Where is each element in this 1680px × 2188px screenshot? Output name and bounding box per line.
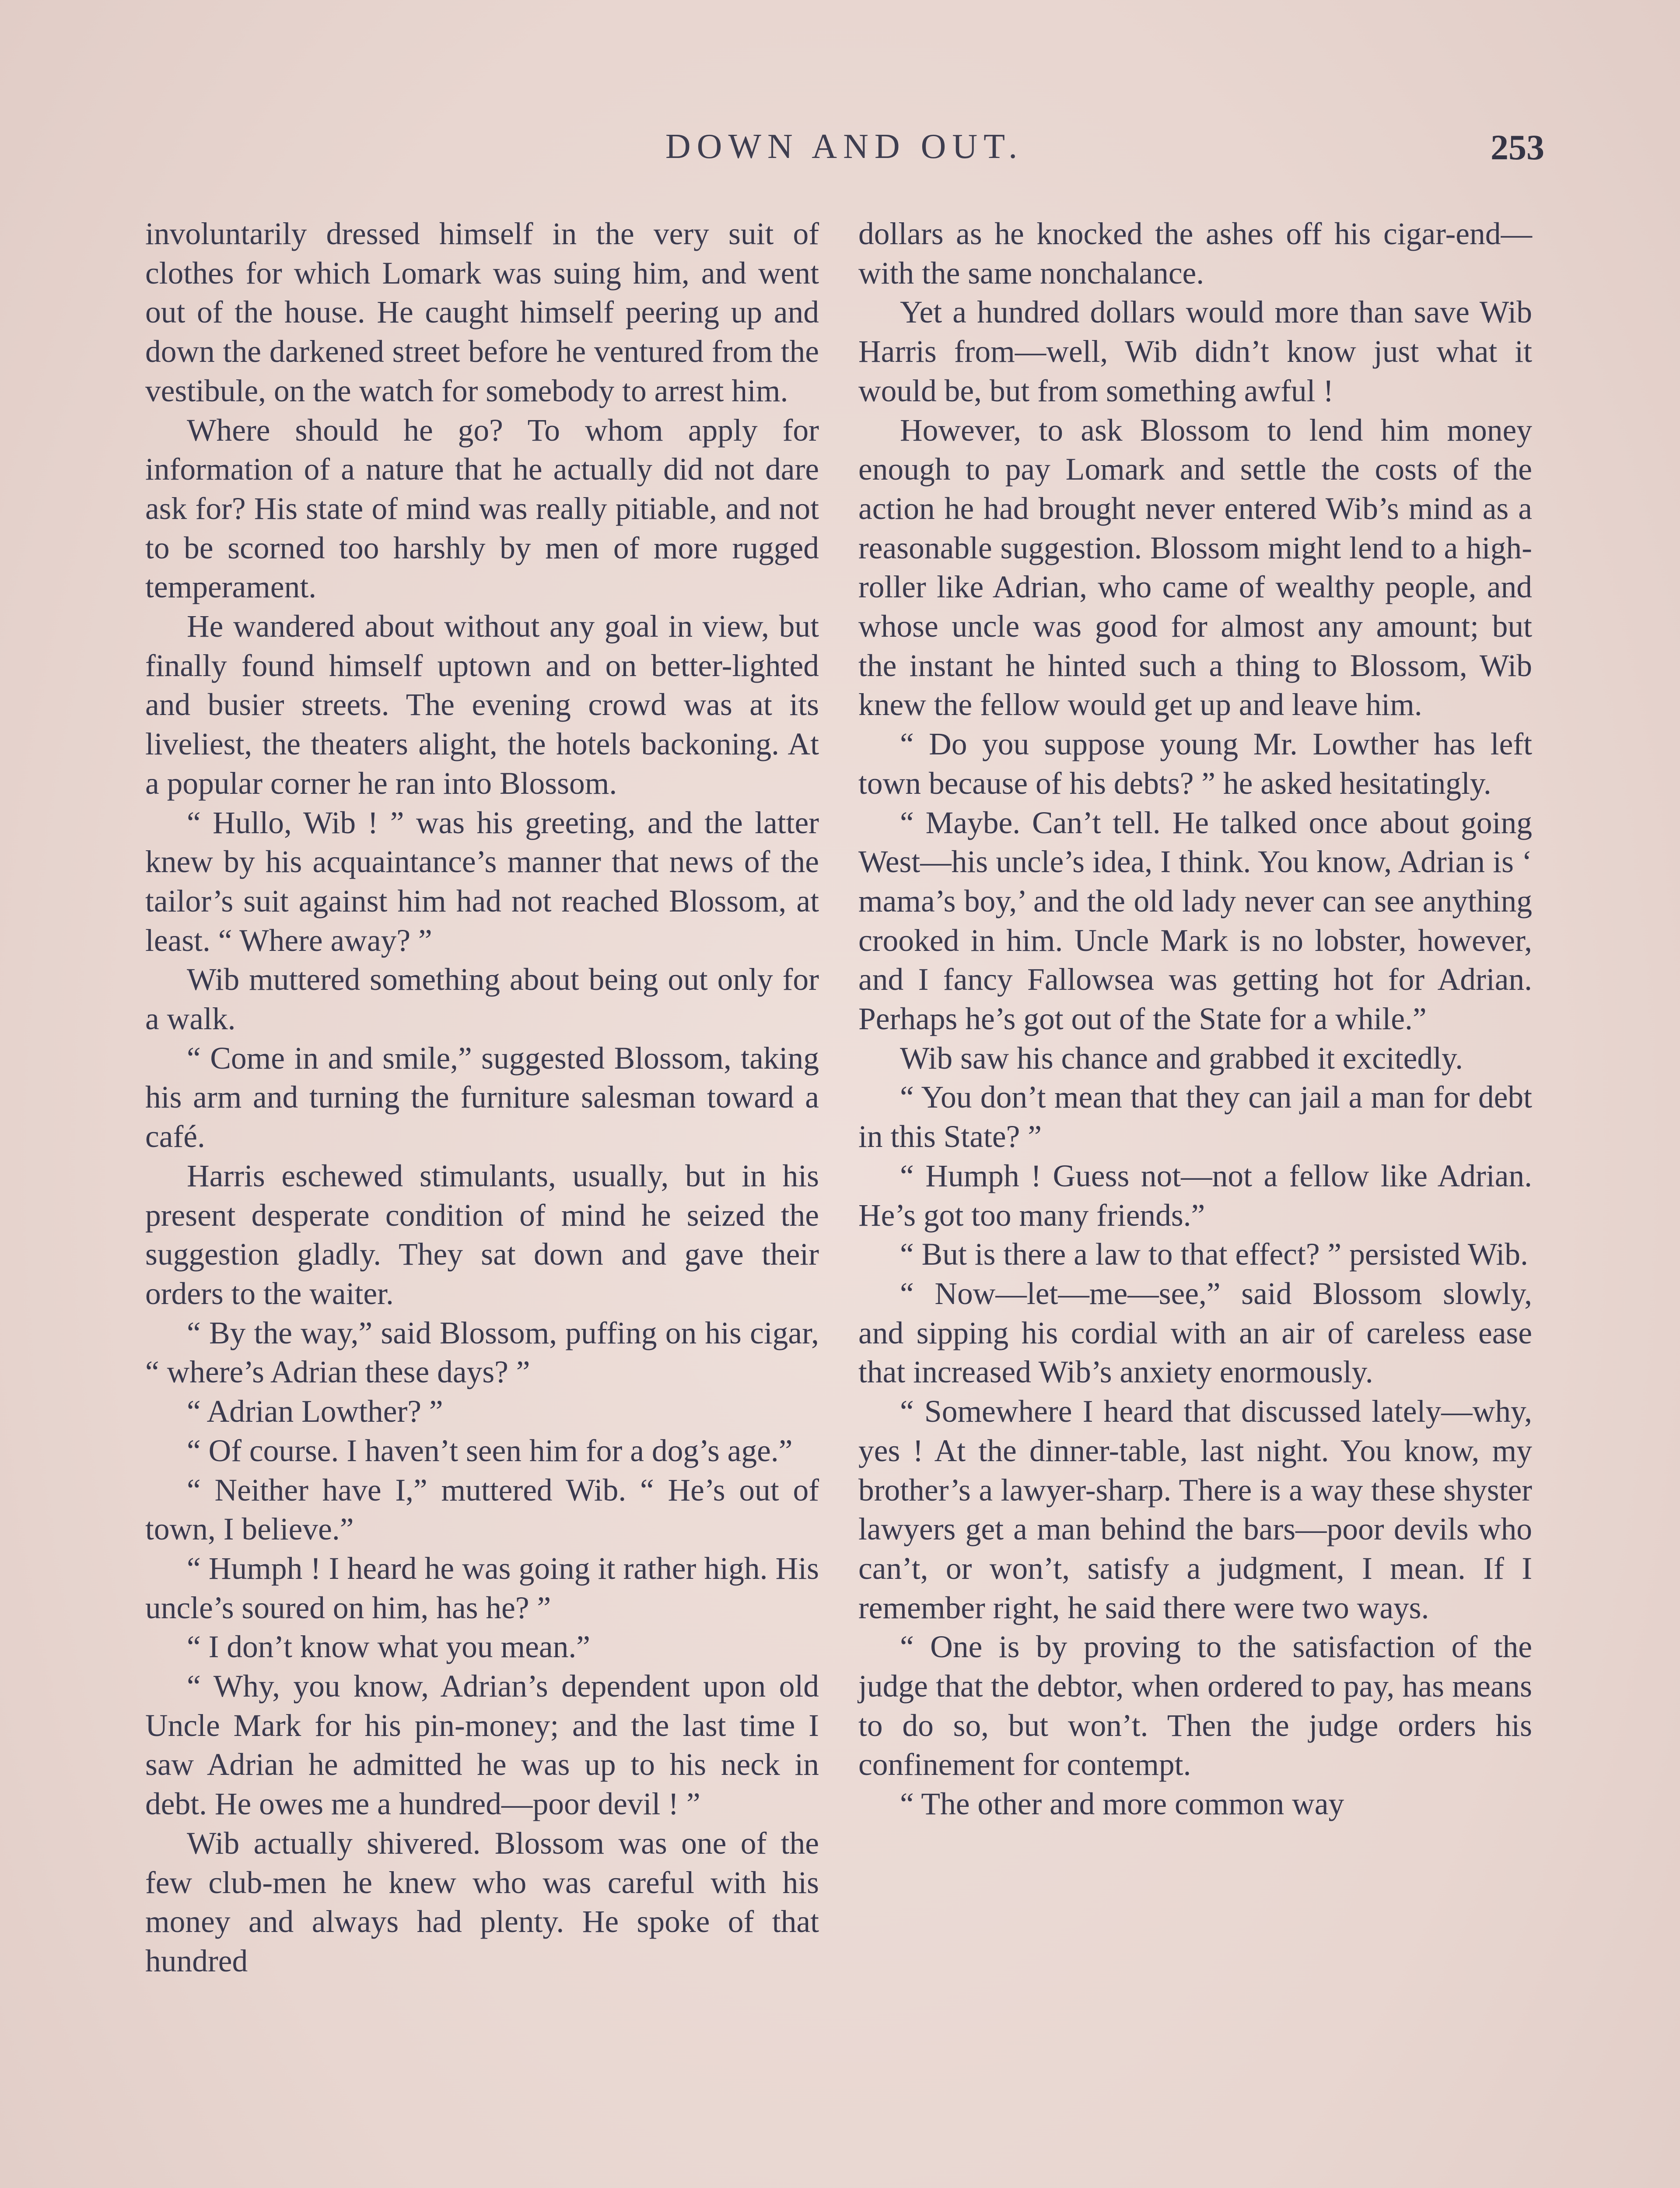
paragraph: “ Humph ! Guess not—not a fellow like Adrian. He’s got too many friends.” xyxy=(858,1158,1532,1233)
paragraph: He wandered about without any goal in view, but finally found himself uptown and on better-lighted and busier streets. The evening crowd was at its liveliest, the theaters alight, the hotels backoning. At a popular corner he ran into Blossom. xyxy=(145,609,819,801)
paragraph: “ One is by proving to the satisfaction of the judge that the debtor, when ordered to pay, has means to do so, but won’t. Then the judge orders his confinement for contempt. xyxy=(858,1630,1532,1782)
paragraph: “ The other and more common way xyxy=(900,1787,1344,1822)
paragraph: “ Hullo, Wib ! ” was his greeting, and the latter knew by his acquaintance’s manner that news of the tailor’s suit against him had not reached Blossom, at least. “ Where away? ” xyxy=(145,805,819,958)
paragraph: “ You don’t mean that they can jail a man for debt in this State? ” xyxy=(858,1080,1532,1154)
paragraph: “ Adrian Lowther? ” xyxy=(187,1394,443,1429)
paragraph: “ Now—let—me—see,” said Blossom slowly, and sipping his cordial with an air of careless ease that increased Wib’s anxiety enormously. xyxy=(858,1276,1532,1390)
running-header xyxy=(144,127,1544,193)
page-number: 253 xyxy=(1491,127,1544,167)
paragraph: Where should he go? To whom apply for information of a nature that he actually did not dare ask for? His state of mind was really pitiable, and not to be scorned too harshly by men of more rugged temperament. xyxy=(145,413,819,605)
paragraph: “ But is there a law to that effect? ” persisted Wib. xyxy=(900,1237,1528,1272)
paragraph: “ I don’t know what you mean.” xyxy=(187,1630,590,1665)
paragraph: Wib muttered something about being out only for a walk. xyxy=(145,962,819,1037)
paragraph: Harris eschewed stimulants, usually, but in his present desperate condition of mind he seized the suggestion gladly. They sat down and gave their orders to the waiter. xyxy=(145,1158,819,1311)
paragraph: “ Somewhere I heard that discussed lately—why, yes ! At the dinner-table, last night. You know, my brother’s a lawyer-sharp. There is a way these shyster lawyers get a man behind the bars—poor devils who can’t, or won’t, satisfy a judgment, I mean. If I remember right, he said there were two ways. xyxy=(858,1394,1532,1625)
paragraph: Yet a hundred dollars would more than save Wib Harris from—well, Wib didn’t know just what it would be, but from something awful ! xyxy=(858,295,1532,408)
paragraph: “ Humph ! I heard he was going it rather high. His uncle’s soured on him, has he? ” xyxy=(145,1551,819,1625)
paragraph: “ Neither have I,” muttered Wib. “ He’s out of town, I believe.” xyxy=(145,1473,819,1547)
paragraph: “ Do you suppose young Mr. Lowther has left town because of his debts? ” he asked hesitatingly. xyxy=(858,727,1532,801)
paragraph: “ By the way,” said Blossom, puffing on his cigar, “ where’s Adrian these days? ” xyxy=(145,1315,819,1390)
paragraph: “ Of course. I haven’t seen him for a dog’s age.” xyxy=(187,1433,793,1468)
left-text-column xyxy=(145,214,819,1981)
paragraph: Wib saw his chance and grabbed it excitedly. xyxy=(900,1041,1463,1076)
right-text-column xyxy=(858,214,1532,1824)
paragraph: dollars as he knocked the ashes off his cigar-end—with the same nonchalance. xyxy=(858,217,1532,291)
paragraph: Wib actually shivered. Blossom was one of the few club-men he knew who was careful with his money and always had plenty. He spoke of that hundred xyxy=(145,1826,819,1978)
paragraph: However, to ask Blossom to lend him money enough to pay Lomark and settle the costs of the action he had brought never entered Wib’s mind as a reasonable suggestion. Blossom might lend to a high-roller like Adrian, who came of wealthy people, and whose uncle was good for almost any amount; but the instant he hinted such a thing to Blossom, Wib knew the fellow would get up and leave him. xyxy=(858,413,1532,722)
paragraph: “ Why, you know, Adrian’s dependent upon old Uncle Mark for his pin-money; and the last time I saw Adrian he admitted he was up to his neck in debt. He owes me a hundred—poor devil ! ” xyxy=(145,1669,819,1822)
paragraph: “ Come in and smile,” suggested Blossom, taking his arm and turning the furniture salesman toward a café. xyxy=(145,1041,819,1154)
running-title: DOWN AND OUT. xyxy=(665,127,1024,166)
paragraph: “ Maybe. Can’t tell. He talked once about going West—his uncle’s idea, I think. You know, Adrian is ‘ mama’s boy,’ and the old lady never can see anything crooked in him. Uncle Mark is no lobster, however, and I fancy Fallowsea was getting hot for Adrian. Perhaps he’s got out of the State for a while.” xyxy=(858,805,1532,1037)
paragraph: involuntarily dressed himself in the very suit of clothes for which Lomark was suing him, and went out of the house. He caught himself peering up and down the darkened street before he ventured from the vestibule, on the watch for somebody to arrest him. xyxy=(145,217,819,408)
